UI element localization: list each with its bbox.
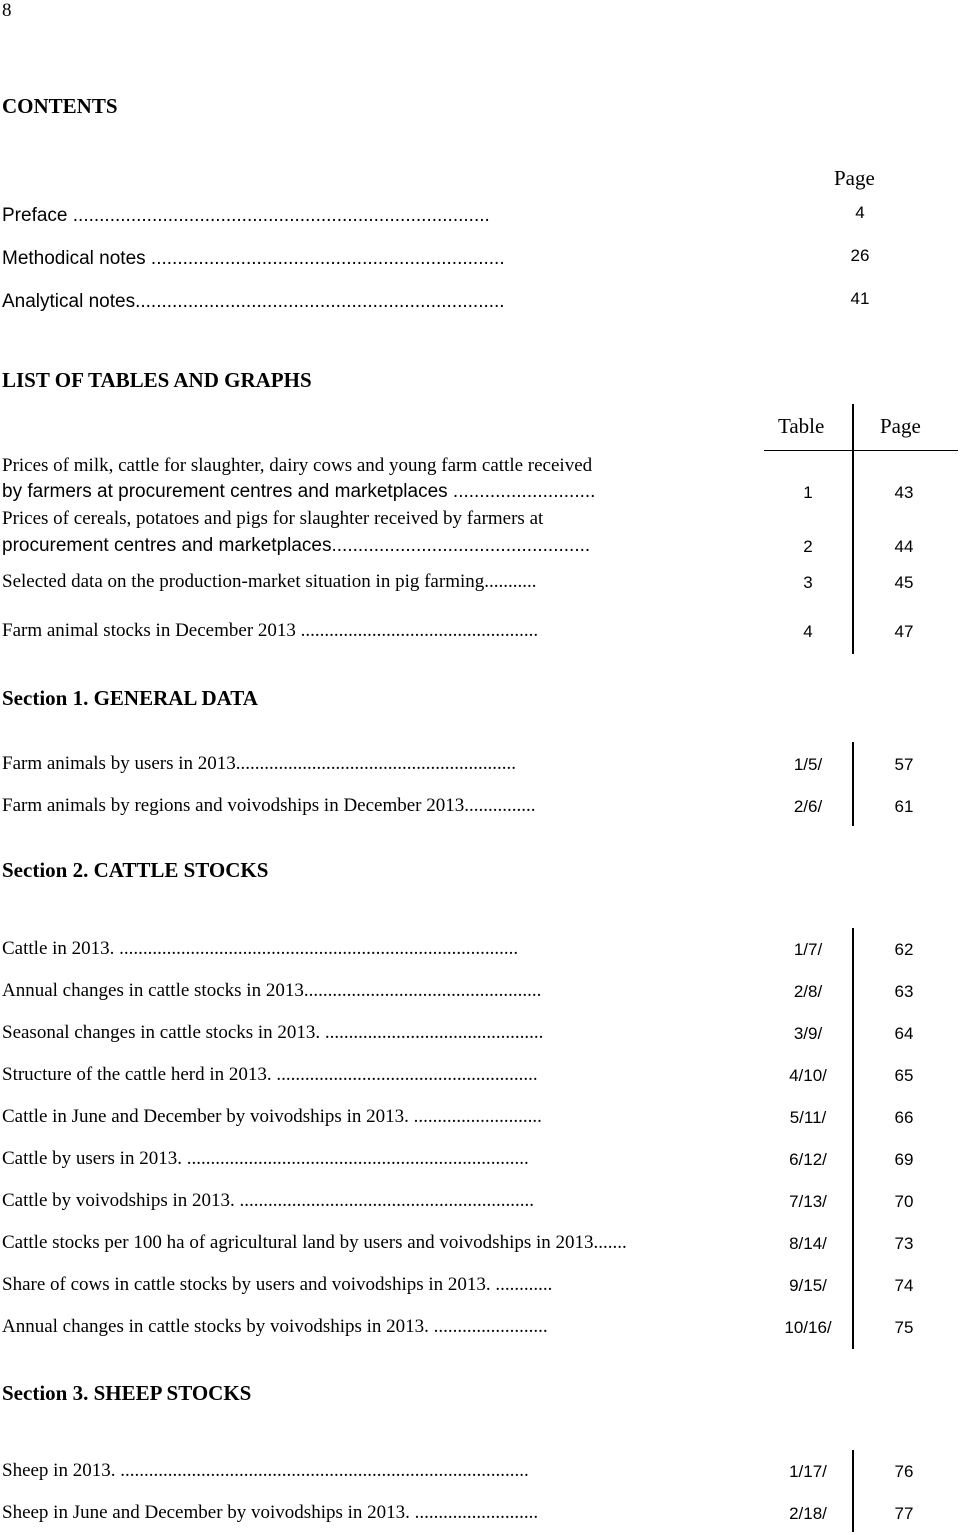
- list-title: LIST OF TABLES AND GRAPHS: [2, 368, 312, 392]
- section1-page-2: 61: [894, 797, 914, 816]
- section1-column-divider: [852, 742, 854, 826]
- section2-entry-3[interactable]: Seasonal changes in cattle stocks in 2013. ..............................................: [2, 1022, 544, 1043]
- section2-table-5: 5/11/: [789, 1108, 827, 1127]
- section2-page-7: 70: [894, 1192, 914, 1211]
- section2-table-9: 9/15/: [789, 1276, 827, 1295]
- section2-entry-6[interactable]: Cattle by users in 2013. ........................................................................: [2, 1148, 529, 1169]
- section2-table-10: 10/16/: [784, 1318, 832, 1337]
- list-column-divider: [852, 404, 854, 654]
- toc-page-preface: 4: [855, 203, 865, 222]
- toc-page-analytical-notes: 41: [850, 289, 870, 308]
- list-entry-3[interactable]: Selected data on the production-market situation in pig farming...........: [2, 571, 537, 592]
- list-page-4: 47: [894, 622, 914, 641]
- section1-table-1: 1/5/: [793, 755, 823, 774]
- list-header-underline: [764, 450, 958, 451]
- section2-entry-10[interactable]: Annual changes in cattle stocks by voivodships in 2013. ........................: [2, 1316, 548, 1337]
- list-entry-1-line1[interactable]: Prices of milk, cattle for slaughter, dairy cows and young farm cattle received: [2, 455, 593, 476]
- list-page-header: Page: [880, 414, 921, 438]
- list-page-1: 43: [894, 483, 914, 502]
- section3-page-2: 77: [894, 1504, 914, 1523]
- section2-entry-9[interactable]: Share of cows in cattle stocks by users and voivodships in 2013. ............: [2, 1274, 553, 1295]
- section2-entry-5[interactable]: Cattle in June and December by voivodships in 2013. ...........................: [2, 1106, 542, 1127]
- toc-entry-methodical-notes[interactable]: Methodical notes ...................................................................: [2, 248, 505, 269]
- list-page-3: 45: [894, 573, 914, 592]
- section2-entry-2[interactable]: Annual changes in cattle stocks in 2013..................................................: [2, 980, 542, 1001]
- section2-entry-8[interactable]: Cattle stocks per 100 ha of agricultural land by users and voivodships in 2013.......: [2, 1232, 627, 1253]
- list-entry-2-line1[interactable]: Prices of cereals, potatoes and pigs for slaughter received by farmers at: [2, 508, 544, 529]
- section2-page-1: 62: [894, 940, 914, 959]
- section2-page-9: 74: [894, 1276, 914, 1295]
- section2-table-6: 6/12/: [789, 1150, 827, 1169]
- section3-table-1: 1/17/: [789, 1462, 827, 1481]
- section2-page-8: 73: [894, 1234, 914, 1253]
- section2-table-8: 8/14/: [789, 1234, 827, 1253]
- section2-page-10: 75: [894, 1318, 914, 1337]
- list-table-1: 1: [803, 483, 813, 502]
- section2-table-4: 4/10/: [789, 1066, 827, 1085]
- section2-entry-4[interactable]: Structure of the cattle herd in 2013. .......................................................: [2, 1064, 538, 1085]
- list-table-3: 3: [803, 573, 813, 592]
- list-entry-1-line2[interactable]: by farmers at procurement centres and marketplaces ...........................: [2, 481, 596, 502]
- section2-table-3: 3/9/: [793, 1024, 823, 1043]
- section2-page-5: 66: [894, 1108, 914, 1127]
- section1-entry-1[interactable]: Farm animals by users in 2013...........................................................: [2, 753, 517, 774]
- section2-page-4: 65: [894, 1066, 914, 1085]
- section3-title: Section 3. SHEEP STOCKS: [2, 1381, 252, 1405]
- section1-title: Section 1. GENERAL DATA: [2, 686, 258, 710]
- section2-table-7: 7/13/: [789, 1192, 827, 1211]
- section3-table-2: 2/18/: [789, 1504, 827, 1523]
- list-table-header: Table: [778, 414, 825, 438]
- toc-entry-preface[interactable]: Preface ...............................................................................: [2, 205, 490, 226]
- list-page-2: 44: [894, 537, 914, 556]
- page-number: 8: [2, 0, 12, 21]
- section2-entry-7[interactable]: Cattle by voivodships in 2013. ..............................................................: [2, 1190, 534, 1211]
- section2-table-1: 1/7/: [793, 940, 823, 959]
- section1-entry-2[interactable]: Farm animals by regions and voivodships in December 2013...............: [2, 795, 536, 816]
- list-entry-2-line2[interactable]: procurement centres and marketplaces.................................................: [2, 535, 591, 556]
- list-table-4: 4: [803, 622, 813, 641]
- section2-table-2: 2/8/: [793, 982, 823, 1001]
- section3-entry-2[interactable]: Sheep in June and December by voivodships in 2013. ..........................: [2, 1502, 539, 1523]
- section3-column-divider: [852, 1450, 854, 1532]
- list-entry-4[interactable]: Farm animal stocks in December 2013 ..................................................: [2, 620, 539, 641]
- section1-table-2: 2/6/: [793, 797, 823, 816]
- section3-entry-1[interactable]: Sheep in 2013. ......................................................................................: [2, 1460, 529, 1481]
- section2-entry-1[interactable]: Cattle in 2013. ....................................................................................: [2, 938, 519, 959]
- section1-page-1: 57: [894, 755, 914, 774]
- section2-title: Section 2. CATTLE STOCKS: [2, 858, 269, 882]
- contents-title: CONTENTS: [2, 94, 118, 118]
- section2-page-2: 63: [894, 982, 914, 1001]
- section2-page-6: 69: [894, 1150, 914, 1169]
- contents-page-header: Page: [834, 166, 875, 190]
- section2-column-divider: [852, 928, 854, 1349]
- list-table-2: 2: [803, 537, 813, 556]
- section3-page-1: 76: [894, 1462, 914, 1481]
- section2-page-3: 64: [894, 1024, 914, 1043]
- toc-entry-analytical-notes[interactable]: Analytical notes......................................................................: [2, 291, 505, 312]
- toc-page-methodical-notes: 26: [850, 246, 870, 265]
